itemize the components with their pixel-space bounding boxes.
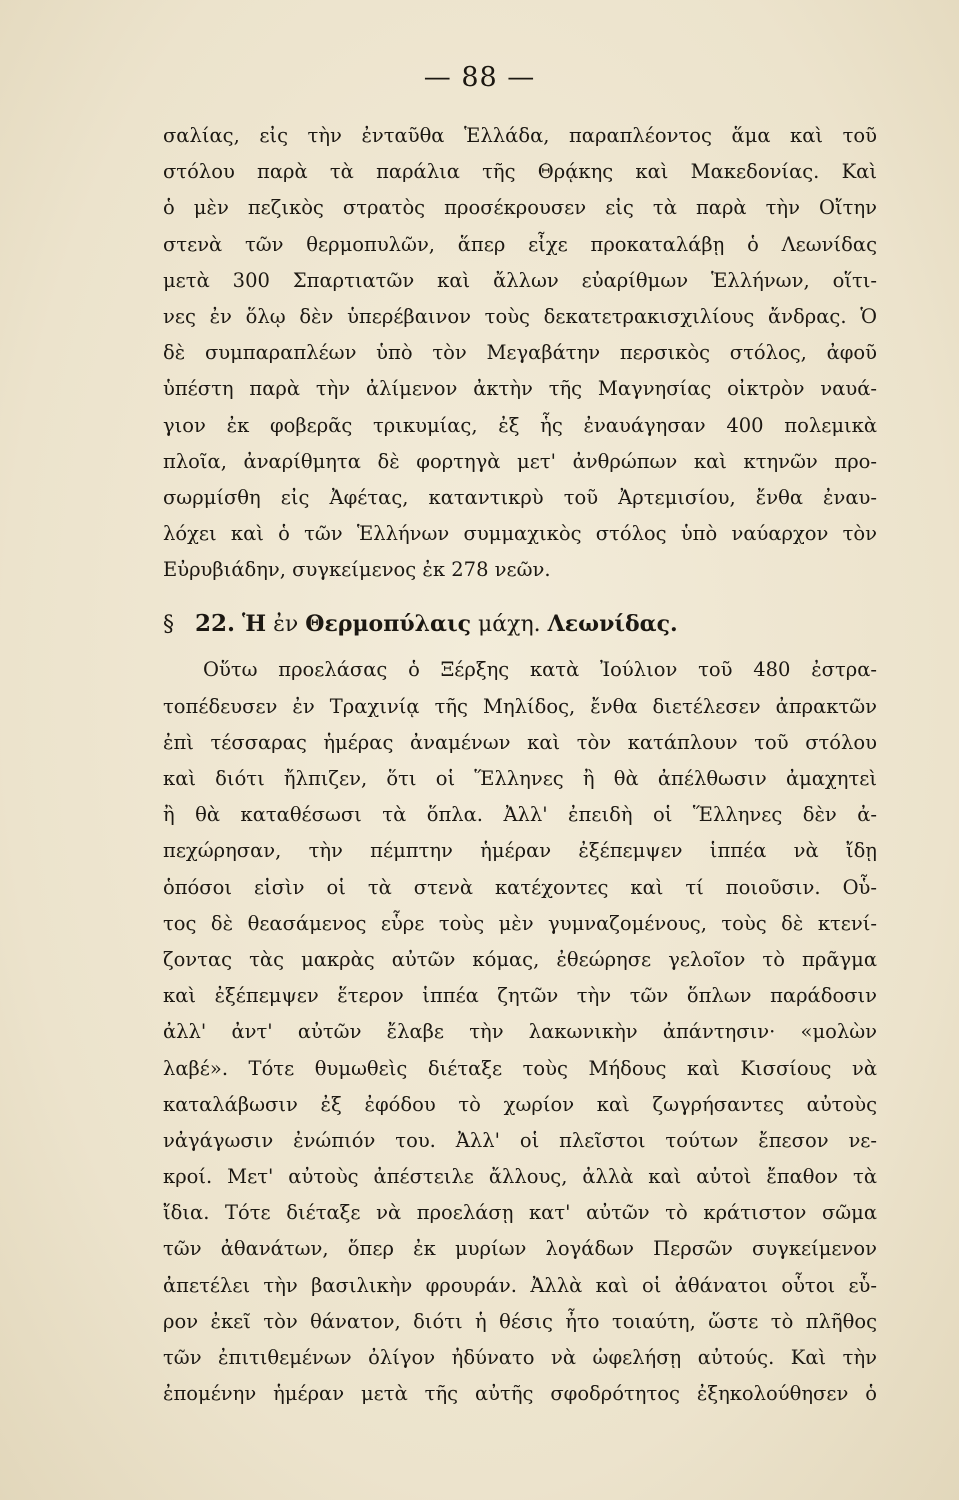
text-line: νες ἐν ὅλῳ δὲν ὑπερέβαινον τοὺς δεκατετρακισχιλίους ἄνδρας. Ὁ [163,304,877,328]
text-line: ἀπετέλει τὴν βασιλικὴν φρουράν. Ἀλλὰ καὶ οἱ ἀθάνατοι οὗτοι εὗ- [163,1273,877,1297]
section-mark: § [163,612,174,638]
text-line: νἀγάγωσιν ἐνώπιόν του. Ἀλλ' οἱ πλεῖστοι τούτων ἔπεσον νε- [163,1128,877,1152]
text-line: λόχει καὶ ὁ τῶν Ἑλλήνων συμμαχικὸς στόλος ὑπὸ ναύαρχον τὸν [163,522,877,546]
text-line: Εὐρυβιάδην, συγκείμενος ἐκ 278 νεῶν. [163,558,551,582]
text-line: πεχώρησαν, τὴν πέμπτην ἡμέραν ἐξέπεμψεν ἱππέα νὰ ἴδῃ [163,839,877,863]
text-line: σαλίας, εἰς τὴν ἐνταῦθα Ἑλλάδα, παραπλέοντος ἅμα καὶ τοῦ [163,124,877,147]
text-line: σωρμίσθη εἰς Ἀφέτας, καταντικρὺ τοῦ Ἀρτεμισίου, ἔνθα ἐναυ- [163,485,877,509]
text-line: πλοῖα, ἀναρίθμητα δὲ φορτηγὰ μετ' ἀνθρώπων καὶ κτηνῶν προ- [163,449,877,473]
text-line: τῶν ἐπιτιθεμένων ὀλίγον ἠδύνατο νὰ ὠφελήσῃ αὐτούς. Καὶ τὴν [163,1346,877,1369]
text-line: καὶ ἐξέπεμψεν ἕτερον ἱππέα ζητῶν τὴν τῶν ὅπλων παράδοσιν [163,984,877,1008]
text-line: ἢ θὰ καταθέσωσι τὰ ὅπλα. Ἀλλ' ἐπειδὴ οἱ Ἕλληνες δὲν ἀ- [163,803,877,827]
text-line: γιον ἐκ φοβερᾶς τρικυμίας, ἐξ ἧς ἐναυάγησαν 400 πολεμικὰ [163,413,877,437]
page-number: — 88 — [423,62,536,93]
heading-battle: μάχη. [478,612,541,638]
heading-name: Λεωνίδας. [547,611,678,638]
paragraph-1 [163,118,877,588]
text-line: στόλου παρὰ τὰ παράλια τῆς Θρᾴκης καὶ Μακεδονίας. Καὶ [163,160,877,184]
heading-article: Ἡ [242,611,267,638]
section-heading [163,596,877,652]
text-line: τος δὲ θεασάμενος εὗρε τοὺς μὲν γυμναζομένους, τοὺς δὲ κτενί- [163,911,877,935]
text-line: ἐπὶ τέσσαρας ἡμέρας ἀναμένων καὶ τὸν κατάπλουν τοῦ στόλου [163,730,877,754]
text-line: λαβέ». Τότε θυμωθεὶς διέταξε τοὺς Μήδους καὶ Κισσίους νὰ [163,1056,877,1080]
text-line: ὁπόσοι εἰσὶν οἱ τὰ στενὰ κατέχοντες καὶ τί ποιοῦσιν. Οὗ- [163,875,877,899]
text-line: καὶ διότι ἤλπιζεν, ὅτι οἱ Ἕλληνες ἢ θὰ ἀπέλθωσιν ἀμαχητεὶ [163,767,877,790]
text-line: Οὕτω προελάσας ὁ Ξέρξης κατὰ Ἰούλιον τοῦ 480 ἐστρα- [203,658,877,682]
text-line: μετὰ 300 Σπαρτιατῶν καὶ ἄλλων εὐαρίθμων Ἑλλήνων, οἵτι- [163,268,877,292]
text-line: ἴδια. Τότε διέταξε νὰ προελάσῃ κατ' αὐτῶν τὸ κράτιστον σῶμα [163,1201,877,1225]
text-line: κροί. Μετ' αὐτοὺς ἀπέστειλε ἄλλους, ἀλλὰ καὶ αὐτοὶ ἔπαθον τὰ [163,1165,877,1189]
text-line: τοπέδευσεν ἐν Τραχινίᾳ τῆς Μηλίδος, ἔνθα διετέλεσεν ἀπρακτῶν [163,694,877,718]
section-number: 22. [195,610,236,638]
text-line: ἀλλ' ἀντ' αὐτῶν ἔλαβε τὴν λακωνικὴν ἀπάντησιν· «μολὼν [163,1020,877,1044]
paragraph-2 [163,652,877,1412]
text-block [163,118,877,1412]
heading-word: ἐν [273,612,299,638]
text-line: δὲ συμπαραπλέων ὑπὸ τὸν Μεγαβάτην περσικὸς στόλος, ἀφοῦ [163,341,877,365]
text-line: ὑπέστη παρὰ τὴν ἀλίμενον ἀκτὴν τῆς Μαγνησίας οἰκτρὸν ναυά- [163,377,877,401]
text-line: ρον ἐκεῖ τὸν θάνατον, διότι ἡ θέσις ἦτο τοιαύτη, ὥστε τὸ πλῆθος [163,1309,877,1333]
text-line: στενὰ τῶν θερμοπυλῶν, ἅπερ εἶχε προκαταλάβῃ ὁ Λεωνίδας [163,232,877,256]
text-line: ζοντας τὰς μακρὰς αὐτῶν κόμας, ἐθεώρησε γελοῖον τὸ πρᾶγμα [163,947,877,971]
heading-place: Θερμοπύλαις [305,611,471,638]
text-line: τῶν ἀθανάτων, ὅπερ ἐκ μυρίων λογάδων Περσῶν συγκείμενον [163,1237,877,1261]
text-line: ὁ μὲν πεζικὸς στρατὸς προσέκρουσεν εἰς τὰ παρὰ τὴν Οἴτην [163,196,877,220]
text-line: καταλάβωσιν ἐξ ἐφόδου τὸ χωρίον καὶ ζωγρήσαντες αὐτοὺς [163,1092,877,1116]
text-line: ἐπομένην ἡμέραν μετὰ τῆς αὐτῆς σφοδρότητος ἐξηκολούθησεν ὁ [163,1382,877,1406]
